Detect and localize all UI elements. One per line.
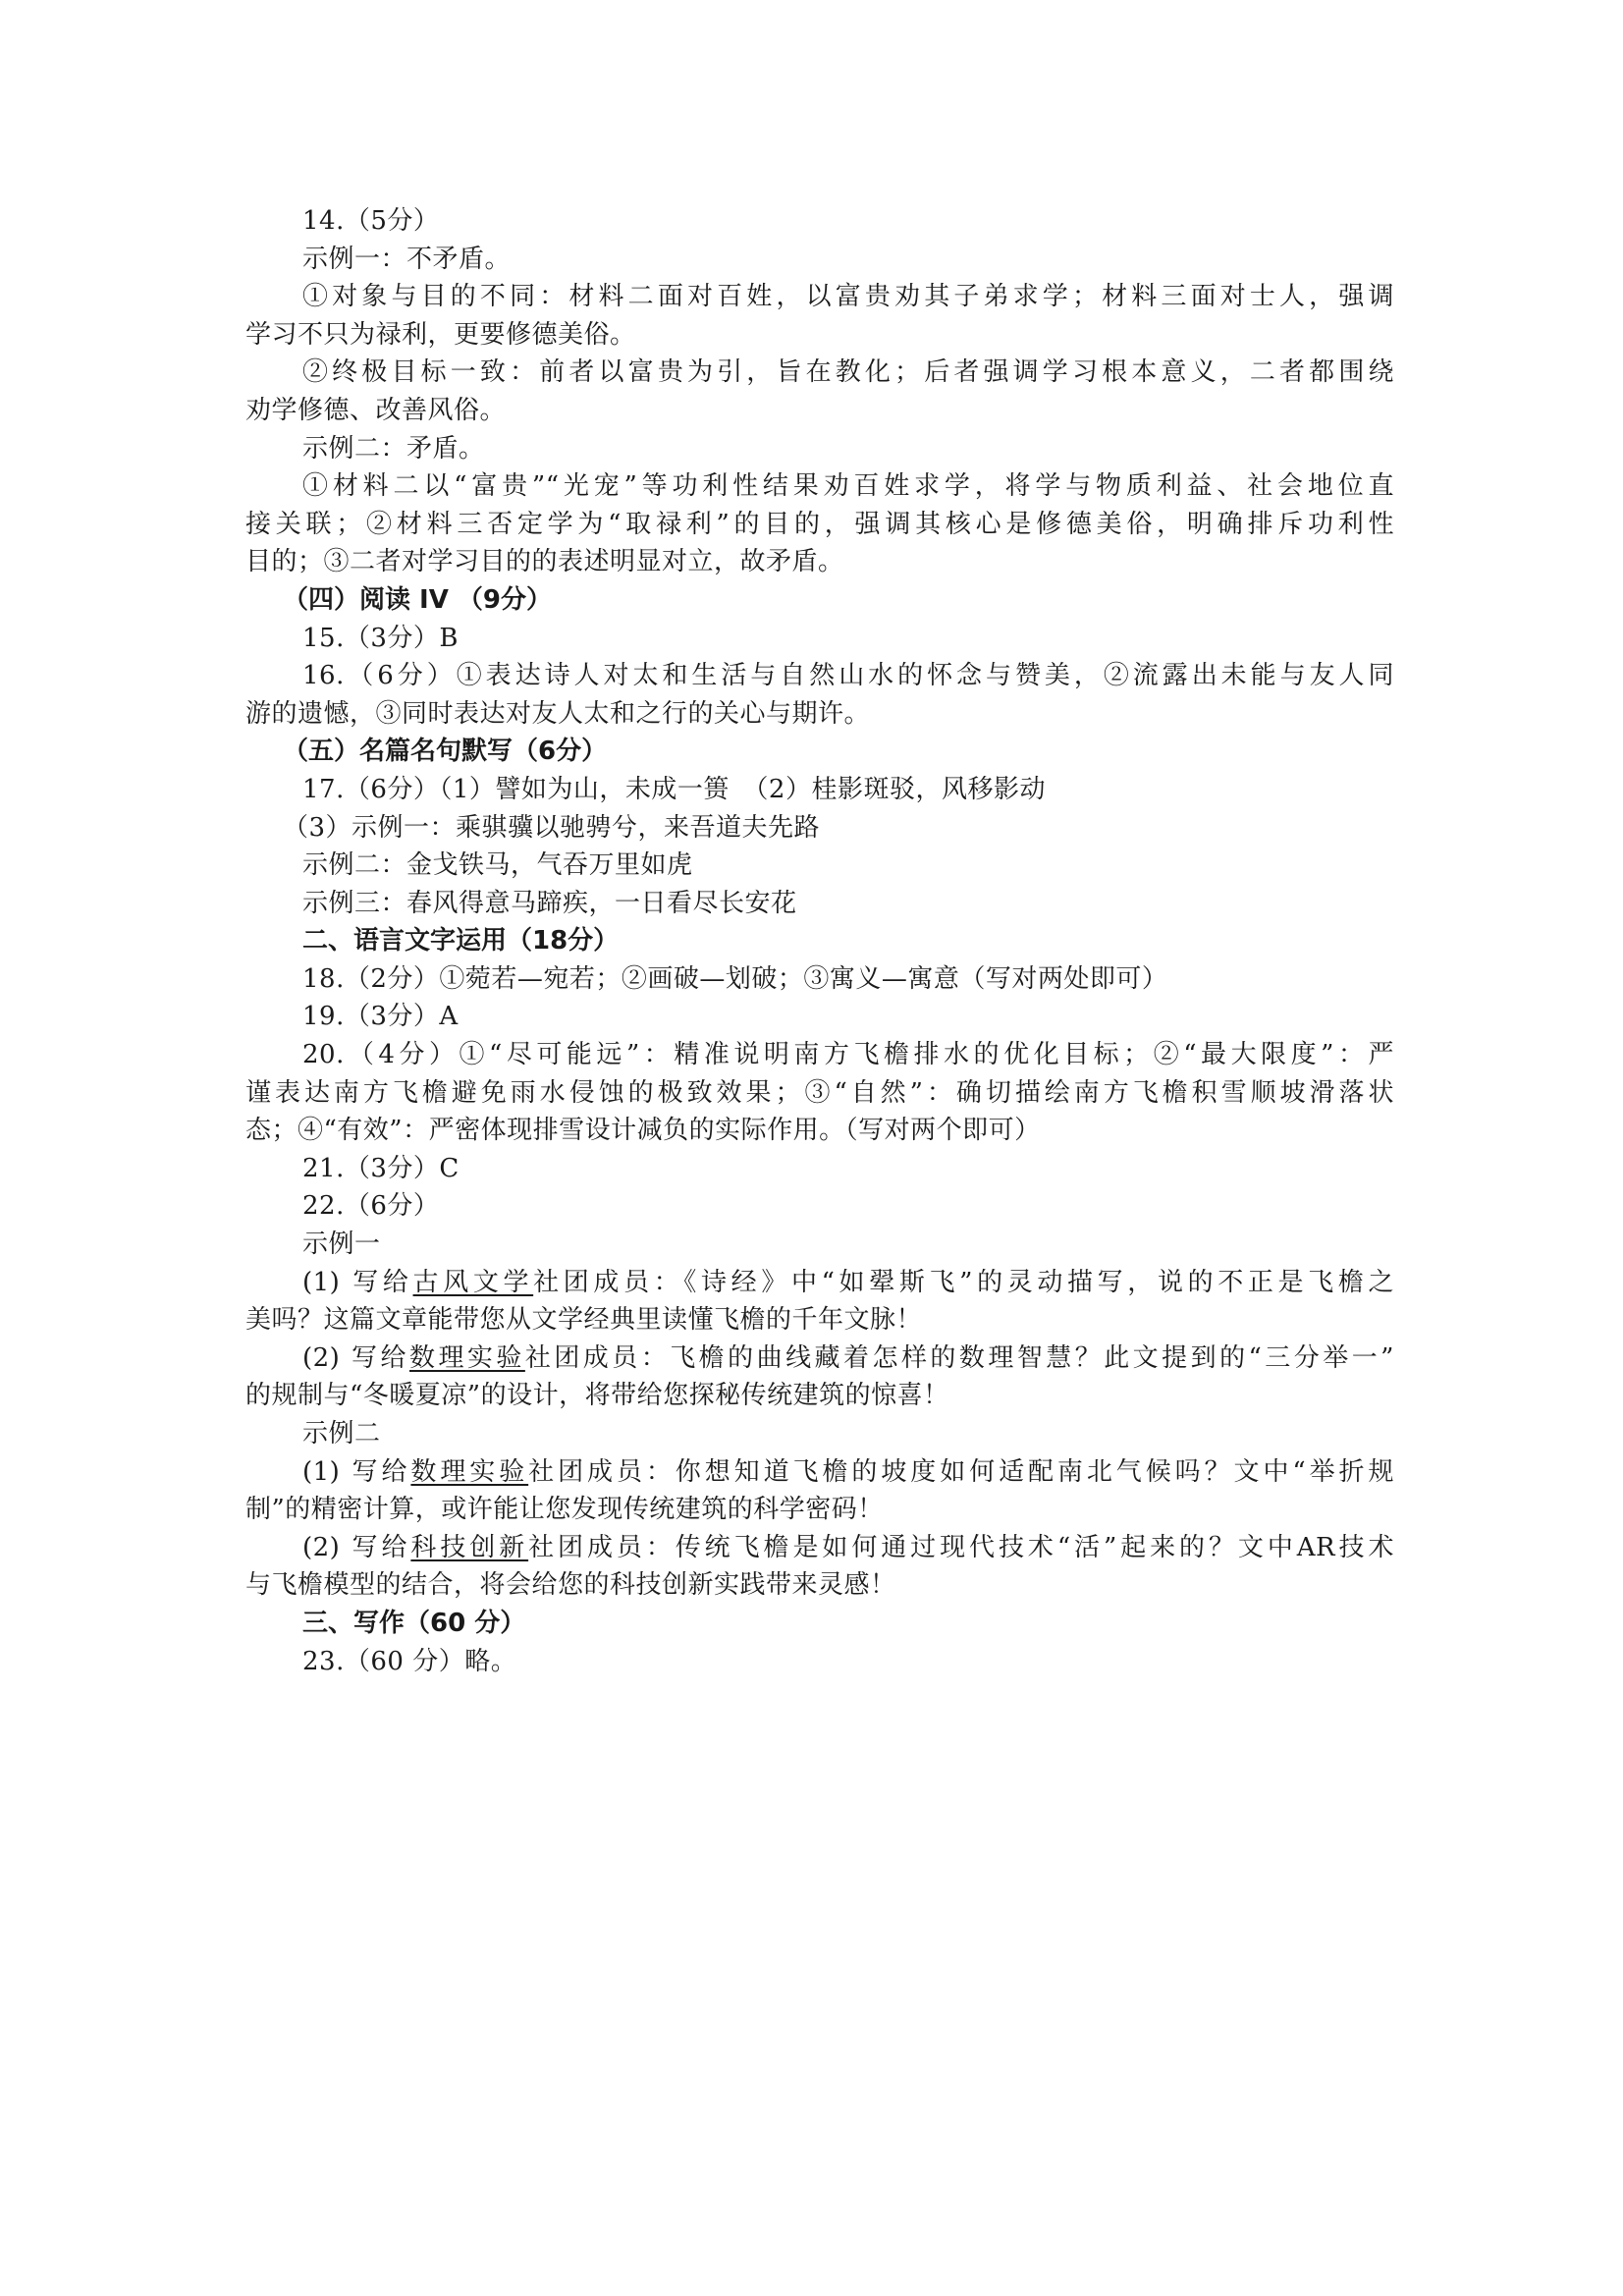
q14-example1-label: 示例一：不矛盾。 (302, 244, 512, 274)
answer-key-page (245, 202, 1394, 1680)
q22-ex2-item1-line1 (245, 1453, 1394, 1492)
q20-line2: 谨表达南方飞檐避免雨水侵蚀的极致效果；③“自然”：确切描绘南方飞檐积雪顺坡滑落状 (245, 1077, 1394, 1108)
q14-example2-label: 示例二：矛盾。 (302, 433, 485, 464)
text: 社团成员：传统飞檐是如何通过现代技术“活”起来的？文中AR技术 (528, 1532, 1394, 1562)
part3-title: 三、写作（60 分） (302, 1608, 526, 1638)
prefix: (2) 写给 (302, 1532, 411, 1562)
q16-line2: 游的遗憾，③同时表达对友人太和之行的关心与期许。 (245, 698, 871, 729)
q14-heading: 14.（5分） (302, 206, 440, 236)
q14-ex1-point1-line2: 学习不只为禄利，更要修德美俗。 (245, 319, 636, 350)
q14-ex1-point2-line2: 劝学修德、改善风俗。 (245, 395, 507, 425)
q22-example2-label: 示例二 (302, 1419, 381, 1449)
club-name: 科技创新 (410, 1532, 529, 1562)
prefix: (2) 写给 (302, 1342, 409, 1373)
q20-line1: 20.（4分）①“尽可能远”：精准说明南方飞檐排水的优化目标；②“最大限度”：严 (302, 1040, 1394, 1070)
prefix: (1) 写给 (302, 1456, 411, 1487)
q22-ex1-item1-line1 (245, 1264, 1394, 1302)
prefix: (1) 写给 (302, 1267, 413, 1297)
text: 社团成员：《诗经》中“如翚斯飞”的灵动描写，说的不正是飞檐之 (533, 1267, 1394, 1297)
section-reading-iv-title: （四）阅读 IV （9分） (283, 584, 552, 615)
q17-line3: 示例二：金戈铁马，气吞万里如虎 (302, 850, 693, 881)
q14-ex1-point1-line1: ①对象与目的不同：材料二面对百姓，以富贵劝其子弟求学；材料三面对士人，强调 (302, 282, 1394, 312)
q20-line3: 态；④“有效”：严密体现排雪设计减负的实际作用。（写对两个即可） (245, 1116, 1041, 1146)
q14-ex1-point2-line1: ②终极目标一致：前者以富贵为引，旨在教化；后者强调学习根本意义，二者都围绕 (302, 357, 1394, 388)
q23-answer: 23.（60 分）略。 (302, 1646, 517, 1676)
q17-line4: 示例三：春风得意马蹄疾，一日看尽长安花 (302, 888, 797, 918)
q21-answer: 21.（3分）C (302, 1153, 460, 1183)
q22-ex2-item1-line2: 制”的精密计算，或许能让您发现传统建筑的科学密码！ (245, 1495, 884, 1525)
text: 社团成员：你想知道飞檐的坡度如何适配南北气候吗？文中“举折规 (528, 1456, 1394, 1487)
q17-line2: （3）示例一：乘骐骥以驰骋兮，来吾道夫先路 (283, 812, 821, 843)
q22-example1-label: 示例一 (302, 1230, 381, 1260)
q22-ex2-item2-line1 (245, 1529, 1394, 1567)
section-recitation-title: （五）名篇名句默写（6分） (283, 737, 608, 767)
q16-line1: 16.（6分）①表达诗人对太和生活与自然山水的怀念与赞美，②流露出未能与友人同 (302, 661, 1394, 691)
part2-title: 二、语言文字运用（18分） (302, 926, 620, 957)
club-name: 数理实验 (409, 1342, 525, 1373)
q14-ex2-line1: ①材料二以“富贵”“光宠”等功利性结果劝百姓求学，将学与物质利益、社会地位直 (302, 471, 1394, 502)
q22-ex1-item2-line1 (245, 1339, 1394, 1378)
q22-ex1-item1-line2: 美吗？这篇文章能带您从文学经典里读懂飞檐的千年文脉！ (245, 1305, 923, 1336)
club-name: 古风文学 (412, 1267, 534, 1297)
q19-answer: 19.（3分）A (302, 1002, 459, 1032)
q22-ex2-item2-line2: 与飞檐模型的结合，将会给您的科技创新实践带来灵感！ (245, 1570, 896, 1601)
text: 社团成员：飞檐的曲线藏着怎样的数理智慧？此文提到的“三分举一” (524, 1342, 1394, 1373)
club-name: 数理实验 (410, 1456, 529, 1487)
q14-ex2-line2: 接关联；②材料三否定学为“取禄利”的目的，强调其核心是修德美俗，明确排斥功利性 (245, 509, 1394, 539)
q14-ex2-line3: 目的；③二者对学习目的的表述明显对立，故矛盾。 (245, 547, 844, 577)
q22-ex1-item2-line2: 的规制与“冬暖夏凉”的设计，将带给您探秘传统建筑的惊喜！ (245, 1381, 949, 1411)
q18-answer: 18.（2分）①菀若—宛若；②画破—划破；③寓义—寓意（写对两处即可） (302, 963, 1168, 994)
q15-answer: 15.（3分）B (302, 623, 459, 653)
q22-heading: 22.（6分） (302, 1191, 440, 1222)
q17-line1: 17.（6分）（1）譬如为山，未成一篑 （2）桂影斑驳，风移影动 (302, 774, 1046, 804)
